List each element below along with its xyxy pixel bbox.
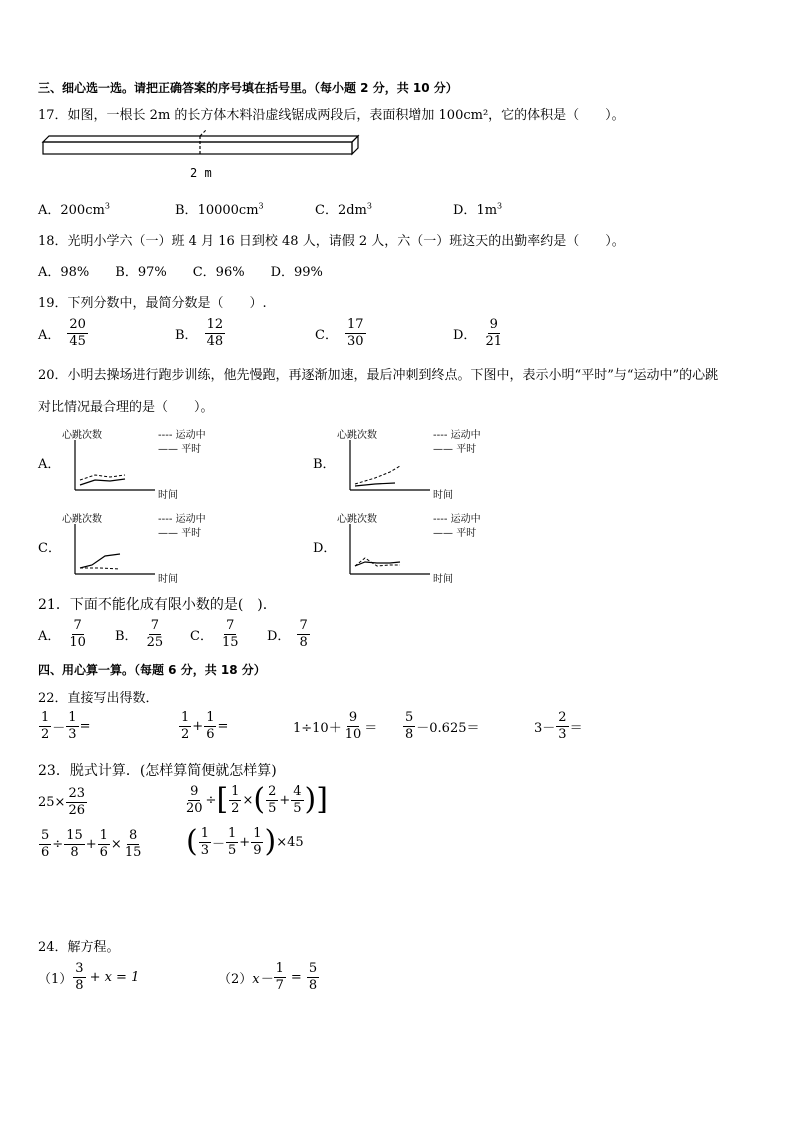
- question-21-text: 21．下面不能化成有限小数的是( ).: [38, 597, 268, 613]
- q17-option-b: B．$10000cm^3$: [175, 201, 264, 218]
- q19-option-a: A． $\frac{20}{45}$: [38, 317, 86, 349]
- q21-option-a: A． $\frac{7}{10}$: [38, 618, 86, 650]
- q18-options: A．98% B．97% C．96% D．99%: [38, 265, 323, 280]
- q23-expr-2: $\frac{9}{20}$ ÷ [ $\frac{1}{2}$ × ( $\frac{2}{5}$ + $\frac{4}{5}$ ) ]: [186, 782, 328, 818]
- question-18-text: 18．光明小学六（一）班 4 月 16 日到校 48 人，请假 2 人，六（一）班这天的出勤率约是（ ）。: [38, 234, 625, 249]
- q21-option-c: C． $\frac{7}{15}$: [190, 618, 239, 650]
- question-24-text: 24．解方程。: [38, 940, 120, 955]
- q17-option-c: C．$2dm^3$: [315, 201, 372, 218]
- q22-expr-5: 3－ $\frac{2}{3}$ ＝: [534, 710, 583, 742]
- q23-expr-3: $\frac{5}{6}$ ÷ $\frac{15}{8}$ + $\frac{1}{6}$ × $\frac{8}{15}$: [41, 828, 142, 860]
- q22-expr-2: $\frac{1}{2}$ + $\frac{1}{6}$ =: [181, 710, 229, 742]
- beam-length-label: 2 m: [190, 166, 212, 180]
- q22-expr-4: $\frac{5}{8}$ －0.625＝: [405, 710, 480, 742]
- q24-equation-1: （1） $\frac{3}{8}$ + x = 1: [38, 961, 140, 993]
- q21-option-d: D． $\frac{7}{8}$: [267, 618, 308, 650]
- q20-graph-a: 心跳次数 时间 ---- 运动中 —— 平时: [62, 430, 206, 501]
- q20-graph-b: 心跳次数 时间 ---- 运动中 —— 平时: [337, 430, 481, 501]
- q20-option-b-label: B．: [313, 457, 336, 472]
- q17-option-d: D．$1m^3$: [453, 201, 503, 218]
- question-22-text: 22．直接写出得数．: [38, 691, 159, 706]
- q22-expr-3: 1÷10＋ $\frac{9}{10}$ ＝: [293, 710, 378, 742]
- q19-option-b: B． $\frac{12}{48}$: [175, 317, 224, 349]
- q19-option-c: C． $\frac{17}{30}$: [315, 317, 364, 349]
- q19-option-d: D． $\frac{9}{21}$: [453, 317, 502, 349]
- question-20-text-line1: 20．小明去操场进行跑步训练，他先慢跑，再逐渐加速，最后冲刺到终点。下图中，表示小明“平时”与“运动中”的心跳: [38, 368, 719, 383]
- question-23-text: 23．脱式计算．(怎样算简便就怎样算): [38, 763, 277, 779]
- q22-expr-1: $\frac{1}{2}$ － $\frac{1}{3}$ =: [41, 710, 91, 742]
- question-17-text: 17．如图，一根长 2m 的长方体木料沿虚线锯成两段后，表面积增加 100cm²，它的体积是（ ）。: [38, 108, 625, 123]
- q17-option-a: A．$200cm^3$: [38, 201, 110, 218]
- section-3-heading: 三、细心选一选。请把正确答案的序号填在括号里。（每小题 2 分，共 10 分）: [38, 81, 458, 95]
- question-19-text: 19．下列分数中，最简分数是（ ）.: [38, 296, 267, 311]
- q24-equation-2: （2） x－ $\frac{1}{7}$ = $\frac{5}{8}$: [218, 961, 318, 993]
- q20-option-a-label: A．: [38, 457, 61, 472]
- q20-option-d-label: D．: [313, 541, 337, 556]
- beam-figure: [40, 130, 360, 162]
- section-4-heading: 四、用心算一算。（每题 6 分，共 18 分）: [38, 663, 266, 677]
- q21-option-b: B． $\frac{7}{25}$: [115, 618, 164, 650]
- q20-option-c-label: C．: [38, 541, 61, 556]
- q23-expr-1: 25× $\frac{23}{26}$: [38, 786, 85, 818]
- q20-graph-c: 心跳次数 时间 ---- 运动中 —— 平时: [62, 514, 206, 585]
- question-20-text-line2: 对比情况最合理的是（ ）。: [38, 400, 214, 415]
- q20-graph-d: 心跳次数 时间 ---- 运动中 —— 平时: [337, 514, 481, 585]
- q23-expr-4: ( $\frac{1}{3}$ － $\frac{1}{5}$ + $\frac{1}{9}$ ) ×45: [186, 824, 304, 860]
